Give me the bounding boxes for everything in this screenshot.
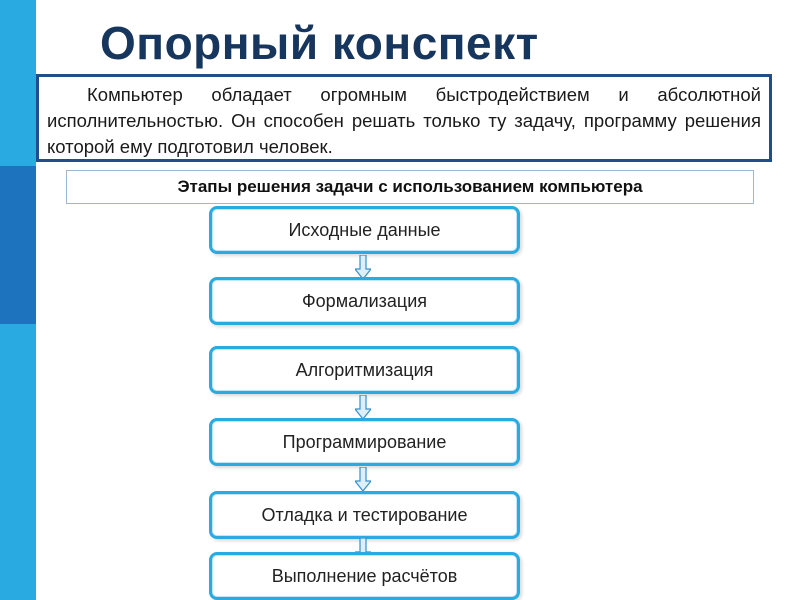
stages-header: Этапы решения задачи с использованием компьютера [66, 170, 754, 204]
step-calculations: Выполнение расчётов [209, 552, 520, 600]
step-source-data: Исходные данные [209, 206, 520, 254]
step-programming: Программирование [209, 418, 520, 466]
down-arrow-icon [355, 255, 371, 279]
sidebar-stripe-middle [0, 166, 36, 324]
step-algorithmization: Алгоритмизация [209, 346, 520, 394]
sidebar-stripe-bottom [0, 324, 36, 600]
note-box: Компьютер обладает огромным быстродействием и абсолютной исполнительностью. Он способен решать только ту задачу, программу решения которой ему подготовил человек. [36, 74, 772, 162]
step-debugging-testing: Отладка и тестирование [209, 491, 520, 539]
down-arrow-icon [355, 395, 371, 419]
sidebar-stripe-top [0, 0, 36, 166]
step-formalization: Формализация [209, 277, 520, 325]
down-arrow-icon [355, 467, 371, 491]
slide-title: Опорный конспект [100, 17, 539, 69]
